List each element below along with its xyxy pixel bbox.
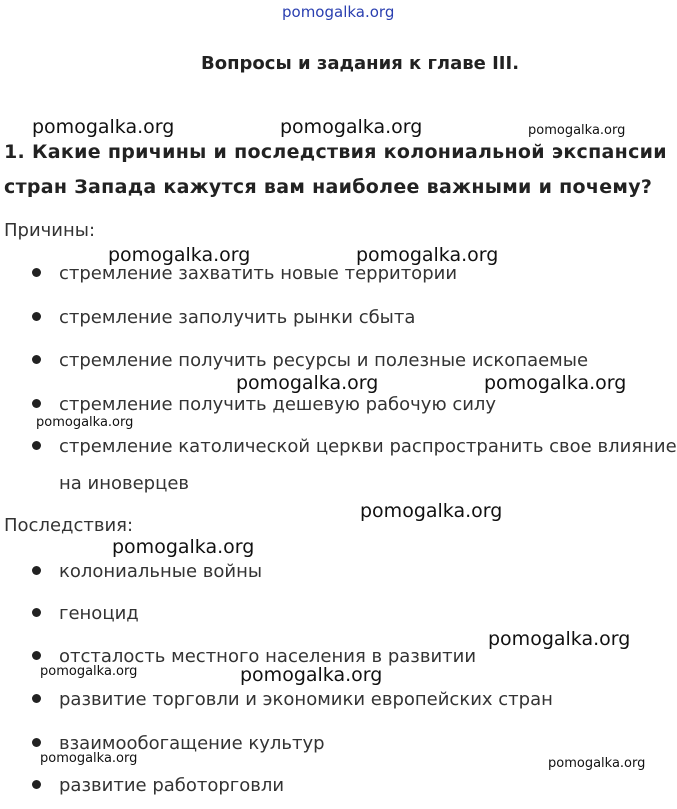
watermark: pomogalka.org <box>548 756 646 771</box>
list-item: стремление захватить новые территории <box>32 263 457 284</box>
watermark: pomogalka.org <box>282 3 395 21</box>
question-line-1: 1. Какие причины и последствия колониальной экспансии <box>4 141 667 163</box>
list-item: стремление получить дешевую рабочую силу <box>32 394 496 415</box>
causes-heading: Причины: <box>4 220 96 241</box>
bullet-icon <box>32 441 41 450</box>
list-item: колониальные войны <box>32 561 262 582</box>
watermark: pomogalka.org <box>528 123 626 138</box>
bullet-icon <box>32 399 41 408</box>
watermark: pomogalka.org <box>40 664 138 679</box>
watermark: pomogalka.org <box>40 751 138 766</box>
list-item: стремление заполучить рынки сбыта <box>32 307 415 328</box>
bullet-icon <box>32 780 41 789</box>
watermark: pomogalka.org <box>112 536 255 558</box>
list-item: развитие торговли и экономики европейских стран <box>32 689 553 710</box>
watermark: pomogalka.org <box>36 415 134 430</box>
bullet-icon <box>32 268 41 277</box>
watermark: pomogalka.org <box>356 244 499 266</box>
watermark: pomogalka.org <box>108 244 251 266</box>
bullet-icon <box>32 566 41 575</box>
watermark: pomogalka.org <box>240 664 383 686</box>
list-item: развитие работорговли <box>32 775 284 796</box>
question-line-2: стран Запада кажутся вам наиболее важными и почему? <box>4 176 653 198</box>
bullet-icon <box>32 312 41 321</box>
list-item: геноцид <box>32 603 139 624</box>
bullet-icon <box>32 608 41 617</box>
bullet-icon <box>32 738 41 747</box>
list-item: стремление католической церкви распространить свое влияние <box>32 436 677 457</box>
watermark: pomogalka.org <box>32 116 175 138</box>
list-item: отсталость местного населения в развитии <box>32 646 476 667</box>
watermark: pomogalka.org <box>488 628 631 650</box>
watermark: pomogalka.org <box>484 372 627 394</box>
chapter-title: Вопросы и задания к главе III. <box>201 53 520 74</box>
list-item: стремление получить ресурсы и полезные ископаемые <box>32 350 588 371</box>
bullet-icon <box>32 694 41 703</box>
list-item-continuation: на иноверцев <box>59 473 190 494</box>
watermark: pomogalka.org <box>360 500 503 522</box>
bullet-icon <box>32 651 41 660</box>
list-item: взаимообогащение культур <box>32 733 325 754</box>
watermark: pomogalka.org <box>236 372 379 394</box>
bullet-icon <box>32 355 41 364</box>
consequences-heading: Последствия: <box>4 515 134 536</box>
watermark: pomogalka.org <box>280 116 423 138</box>
